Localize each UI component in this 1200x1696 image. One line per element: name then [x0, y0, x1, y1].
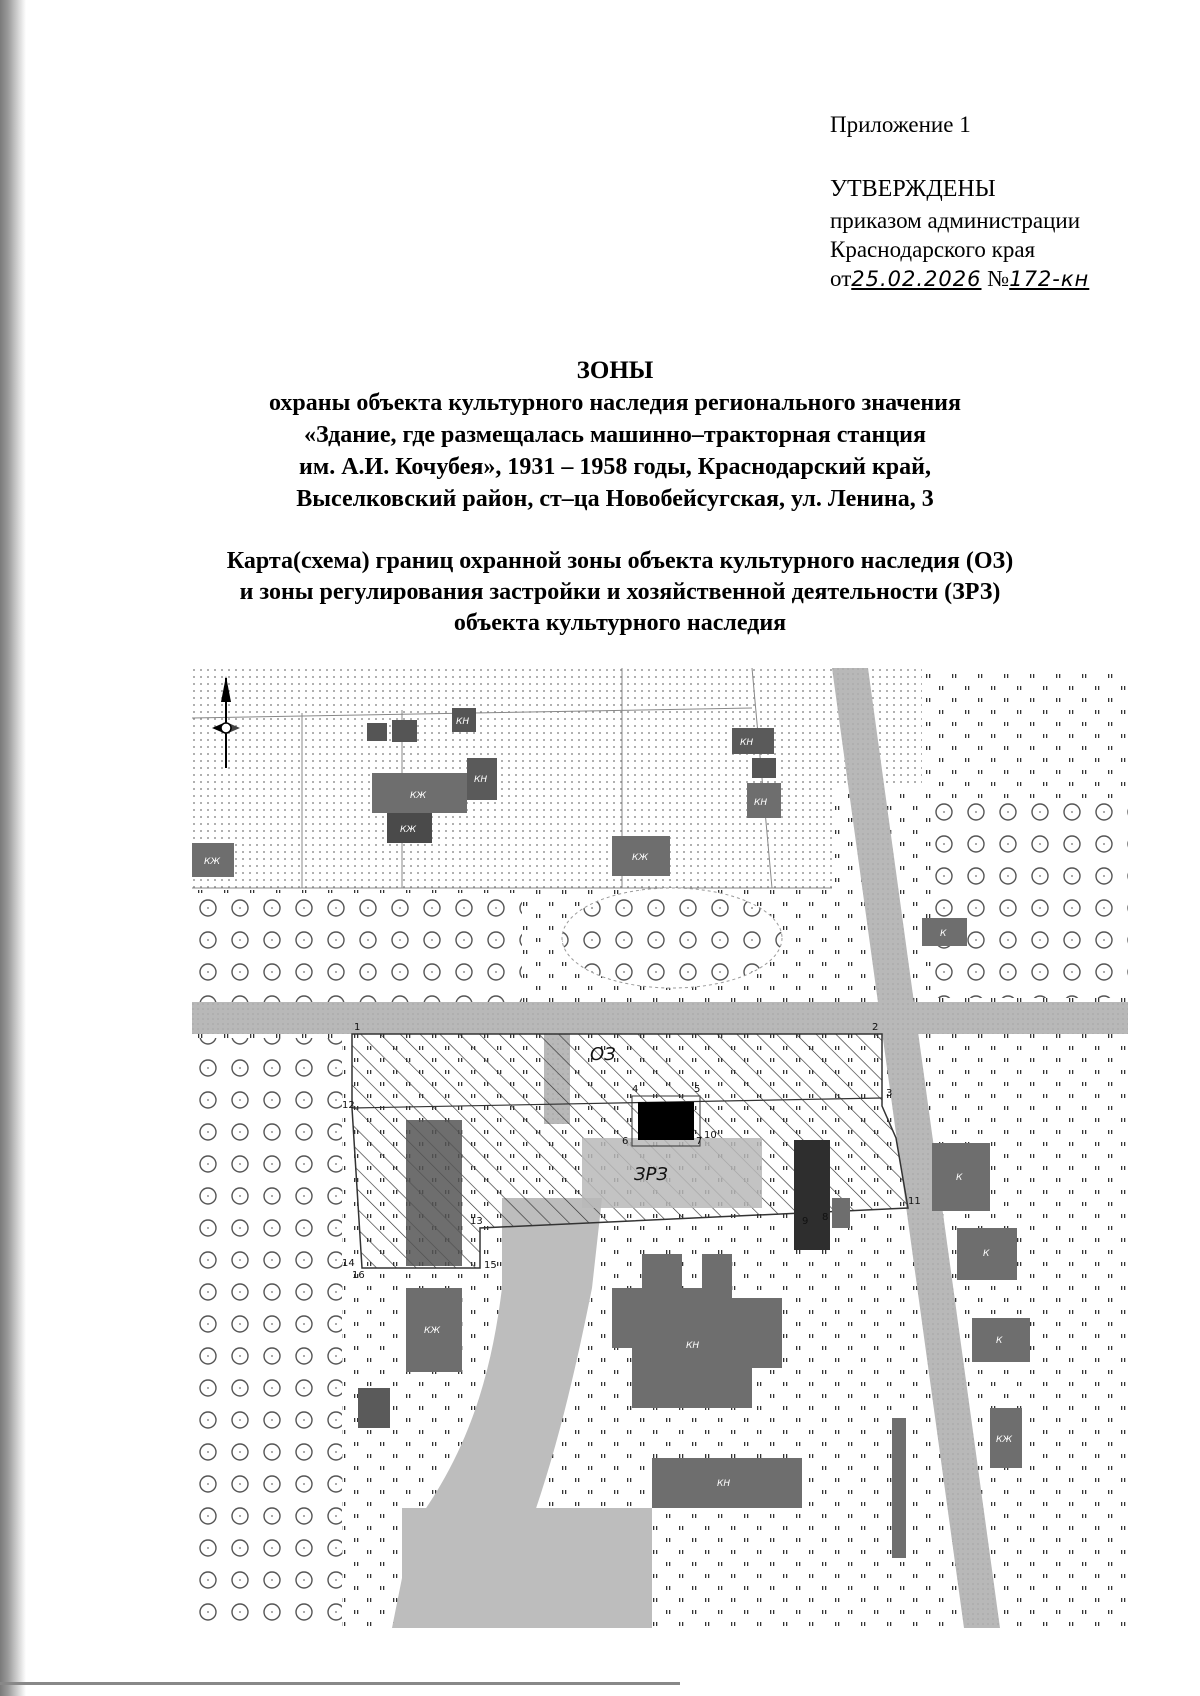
point-label: 3 [886, 1088, 893, 1099]
building-label: КЖ [204, 857, 221, 867]
building-label: К [940, 929, 947, 939]
tree-cluster-center [562, 888, 782, 988]
order-date-number [830, 264, 1170, 294]
building-label: КЖ [410, 791, 427, 801]
building [752, 758, 776, 778]
point-label: 4 [632, 1084, 639, 1095]
zone-zrz [582, 1138, 762, 1208]
building-label: КЖ [632, 853, 649, 863]
number-prefix: № [987, 266, 1010, 291]
zone-oz-label: ОЗ [590, 1044, 616, 1065]
title-line: охраны объекта культурного наследия регионального значения [269, 390, 961, 416]
appendix-label: Приложение 1 [830, 112, 971, 137]
title-line: Выселковский район, ст–ца Новобейсугская, ул. Ленина, 3 [296, 486, 934, 512]
subtitle-line: объекта культурного наследия [453, 610, 787, 636]
tree-belt-west [192, 1038, 342, 1628]
date-prefix: от [830, 266, 852, 291]
approval-block [830, 110, 1170, 294]
building [406, 1120, 462, 1266]
point-label: 1 [354, 1022, 361, 1033]
point-label: 10 [704, 1130, 717, 1141]
point-label: 7 [696, 1136, 703, 1147]
order-number: 172-кн [1009, 267, 1090, 291]
building [794, 1140, 830, 1250]
dotted-area-north [192, 668, 832, 888]
building-label: КН [717, 1479, 731, 1489]
heritage-object [638, 1102, 694, 1140]
point-label: 8 [822, 1212, 829, 1223]
point-label: 12 [342, 1100, 355, 1111]
building [832, 1198, 850, 1228]
building-label: КН [740, 738, 754, 748]
road-parking-south [402, 1508, 652, 1628]
building-label: КН [456, 717, 470, 727]
tree-belt-north-center [382, 893, 522, 1003]
building-label: КЖ [424, 1326, 441, 1336]
building [392, 720, 417, 742]
building [367, 723, 387, 741]
approved-label: УТВЕРЖДЕНЫ [830, 176, 996, 202]
title-line: им. А.И. Кочубея», 1931 – 1958 годы, Краснодарский край, [299, 454, 931, 480]
zone-zrz-label: ЗРЗ [634, 1164, 668, 1185]
document-title [200, 355, 1030, 515]
point-label: 13 [470, 1216, 483, 1227]
point-label: 14 [342, 1258, 355, 1269]
scan-bottom-edge [0, 1682, 680, 1685]
title-heading: ЗОНЫ [576, 357, 654, 384]
point-label: 11 [908, 1196, 921, 1207]
building-label: К [996, 1336, 1003, 1346]
subtitle-line: Карта(схема) границ охранной зоны объекта культурного наследия (ОЗ) [226, 548, 1014, 574]
tree-belt-northeast [932, 798, 1128, 998]
building-label: КЖ [996, 1435, 1013, 1445]
zone-map [192, 668, 1128, 1628]
scan-left-edge [0, 0, 26, 1696]
point-label: 16 [352, 1270, 365, 1281]
building-label: КН [686, 1341, 700, 1351]
building-label: К [983, 1249, 990, 1259]
order-line: приказом администрации [830, 208, 1081, 233]
region-line: Краснодарского края [830, 237, 1036, 262]
building [892, 1418, 906, 1558]
building-label: КН [474, 775, 488, 785]
point-label: 2 [872, 1022, 879, 1033]
point-label: 15 [484, 1260, 497, 1271]
tree-belt-west-north [192, 893, 382, 1003]
building-label: КН [754, 798, 768, 808]
order-date: 25.02.2026 [851, 267, 982, 291]
point-label: 9 [802, 1216, 809, 1227]
building-label: К [956, 1173, 963, 1183]
point-label: 6 [622, 1136, 629, 1147]
road-main-horizontal [192, 1002, 1128, 1034]
title-line: «Здание, где размещалась машинно–тракторная станция [304, 422, 926, 448]
building [358, 1388, 390, 1428]
point-label: 5 [694, 1084, 701, 1095]
subtitle-line: и зоны регулирования застройки и хозяйственной деятельности (ЗРЗ) [239, 579, 1001, 605]
map-subtitle [170, 546, 1070, 639]
building-label: КЖ [400, 825, 417, 835]
